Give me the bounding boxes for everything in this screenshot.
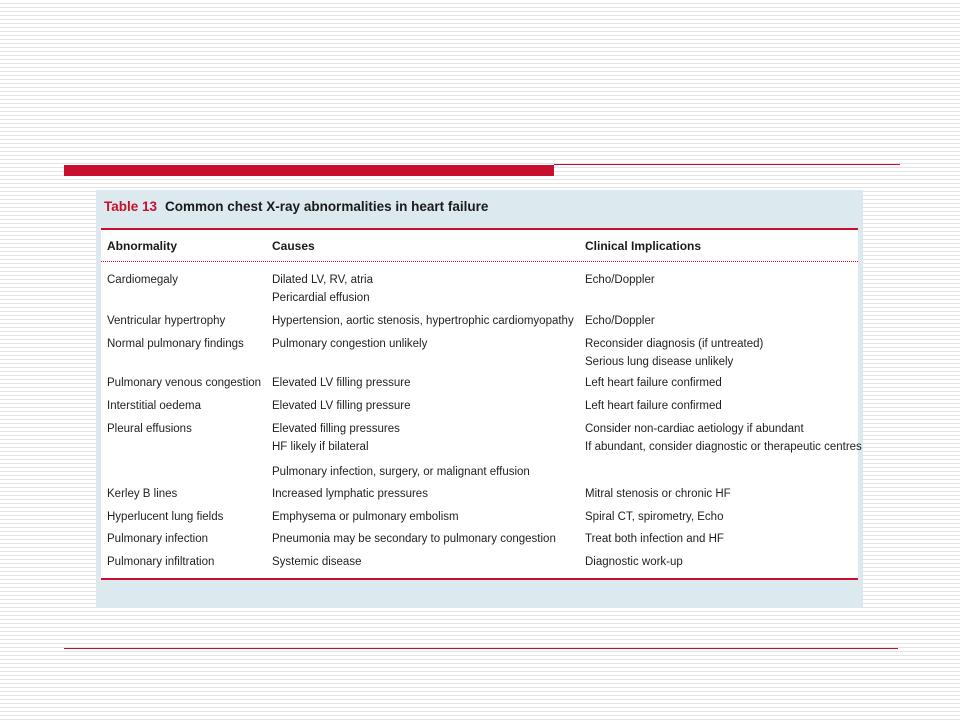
cell-abnormality (107, 420, 192, 438)
cell-abnormality (107, 397, 201, 415)
cell-implications (585, 553, 683, 571)
cell-line: Increased lymphatic pressures (272, 488, 428, 500)
cell-line: Pneumonia may be secondary to pulmonary congestion (272, 533, 556, 545)
cell-line: Echo/Doppler (585, 274, 655, 286)
cell-line: Hyperlucent lung fields (107, 511, 224, 523)
cell-line: If abundant, consider diagnostic or therapeutic centres (585, 441, 862, 453)
cell-line: Normal pulmonary findings (107, 338, 244, 350)
cell-causes (272, 374, 411, 392)
cell-causes (272, 312, 574, 330)
cell-line: Left heart failure confirmed (585, 377, 722, 389)
cell-abnormality (107, 508, 223, 526)
cell-causes (272, 397, 411, 415)
cell-causes (272, 530, 556, 548)
cell-line: Interstitial oedema (107, 400, 201, 412)
cell-line: Echo/Doppler (585, 315, 655, 327)
cell-line: Consider non-cardiac aetiology if abundant (585, 423, 804, 435)
cell-line: Kerley B lines (107, 488, 178, 500)
cell-line: Systemic disease (272, 556, 362, 568)
cell-line: Spiral CT, spirometry, Echo (585, 511, 724, 523)
table-bottom-rule (101, 578, 858, 580)
table-title (104, 199, 488, 214)
cell-abnormality (107, 530, 208, 548)
cell-line: Pulmonary congestion unlikely (272, 338, 428, 350)
cell-line: Elevated LV filling pressure (272, 400, 411, 412)
cell-line: Dilated LV, RV, atria (272, 274, 374, 286)
cell-causes (272, 271, 373, 307)
cell-implications (585, 530, 724, 548)
cell-line: Pulmonary infection, surgery, or malignant effusion (272, 466, 530, 478)
column-header-causes: Causes (272, 239, 315, 253)
bottom-accent-line (64, 648, 898, 649)
cell-implications (585, 397, 722, 415)
table-title-text: Common chest X-ray abnormalities in heart failure (165, 199, 489, 214)
cell-abnormality (107, 374, 261, 392)
cell-line: Mitral stenosis or chronic HF (585, 488, 731, 500)
column-header-abnormality: Abnormality (107, 239, 178, 253)
table-panel (96, 190, 863, 608)
cell-causes (272, 420, 400, 456)
cell-implications (585, 374, 722, 392)
cell-causes (272, 553, 361, 571)
cell-line: Ventricular hypertrophy (107, 315, 226, 327)
cell-line: Left heart failure confirmed (585, 400, 722, 412)
table-label: Table 13 (104, 199, 158, 214)
cell-implications (585, 485, 731, 503)
cell-line: HF likely if bilateral (272, 441, 369, 453)
cell-implications (585, 271, 655, 289)
cell-causes (272, 335, 427, 353)
cell-abnormality (107, 553, 214, 571)
cell-causes (272, 508, 459, 526)
cell-abnormality (107, 335, 244, 353)
cell-implications (585, 508, 723, 526)
cell-line: Elevated LV filling pressure (272, 377, 411, 389)
cell-abnormality (107, 485, 177, 503)
header-top-rule (101, 228, 858, 230)
cell-implications (585, 335, 763, 371)
header-divider (101, 261, 858, 262)
cell-line: Pulmonary venous congestion (107, 377, 262, 389)
cell-abnormality (107, 312, 225, 330)
top-accent-bar (64, 165, 554, 176)
cell-implications (585, 420, 862, 456)
cell-line: Cardiomegaly (107, 274, 178, 286)
cell-line: Pulmonary infection (107, 533, 208, 545)
table-body (101, 228, 862, 580)
cell-abnormality (107, 271, 178, 289)
cell-line: Reconsider diagnosis (if untreated) (585, 338, 764, 350)
cell-line: Hypertension, aortic stenosis, hypertrophic cardiomyopathy (272, 315, 574, 327)
cell-causes (272, 463, 530, 481)
cell-line: Elevated filling pressures (272, 423, 400, 435)
cell-implications (585, 312, 655, 330)
cell-line: Pulmonary infiltration (107, 556, 215, 568)
cell-line: Emphysema or pulmonary embolism (272, 511, 459, 523)
cell-causes (272, 485, 428, 503)
cell-line: Treat both infection and HF (585, 533, 724, 545)
cell-line: Serious lung disease unlikely (585, 356, 734, 368)
cell-line: Pericardial effusion (272, 292, 370, 304)
column-header-implications: Clinical Implications (585, 239, 702, 253)
top-accent-line (554, 164, 900, 165)
cell-line: Pleural effusions (107, 423, 192, 435)
cell-line: Diagnostic work-up (585, 556, 683, 568)
